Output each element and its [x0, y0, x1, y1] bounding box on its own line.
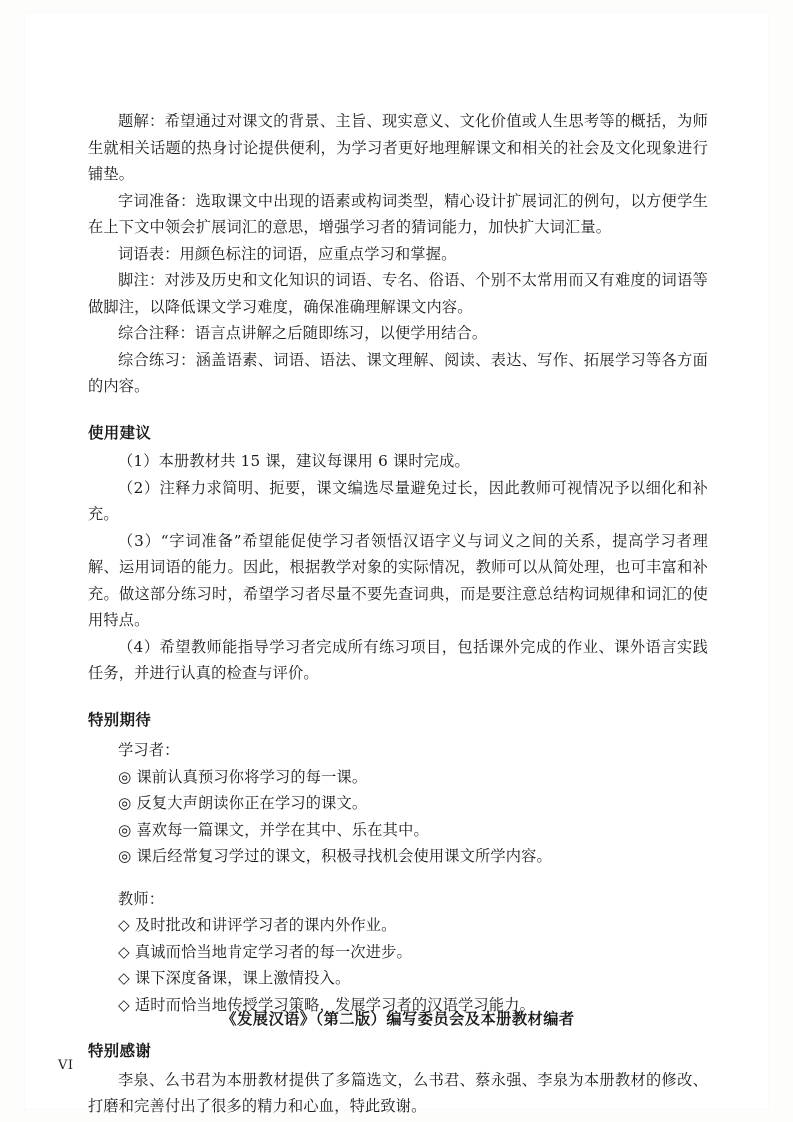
paragraph-ciyubiao: 词语表：用颜色标注的词语，应重点学习和掌握。	[118, 244, 457, 263]
learner-item-4: ◎ 课后经常复习学过的课文，积极寻找机会使用课文所学内容。	[118, 847, 552, 865]
learner-item-2: ◎ 反复大声朗读你正在学习的课文。	[118, 794, 368, 812]
teacher-item-1: ◇ 及时批改和讲评学习者的课内外作业。	[118, 916, 397, 934]
thanks-body: 李泉、么书君为本册教材提供了多篇选文，么书君、蔡永强、李泉为本册教材的修改、打磨和完善付出了很多的精力和心血，特此致谢。	[88, 1070, 708, 1115]
suggestion-item-4: （4）希望教师能指导学习者完成所有练习项目，包括课外完成的作业、课外语言实践任务，并进行认真的检查与评价。	[88, 637, 708, 682]
intro-paragraphs	[88, 108, 708, 400]
label-learner: 学习者：	[118, 741, 180, 759]
label-teacher: 教师：	[118, 889, 165, 908]
paragraph-zonghezhushi: 综合注释：语言点讲解之后随即练习，以便学用结合。	[118, 324, 488, 342]
teacher-item-2: ◇ 真诚而恰当地肯定学习者的每一次进步。	[118, 942, 412, 961]
page-content	[88, 108, 708, 1120]
paragraph-jiaozhu: 脚注：对涉及历史和文化知识的词语、专名、俗语、个别不太常用而又有难度的词语等做脚注，以降低课文学习难度，确保准确理解课文内容。	[88, 271, 708, 316]
page-number: VI	[58, 1058, 74, 1073]
learner-item-3: ◎ 喜欢每一篇课文，并学在其中、乐在其中。	[118, 820, 429, 839]
teacher-list	[88, 912, 708, 1018]
suggestion-item-2: （2）注释力求简明、扼要，课文编选尽量避免过长，因此教师可视情况予以细化和补充。	[88, 478, 708, 523]
section-title-expectations: 特别期待	[88, 710, 152, 729]
spacer	[88, 870, 708, 882]
suggestion-item-1: （1）本册教材共 15 课，建议每课用 6 课时完成。	[118, 452, 470, 470]
signature-line: 《发展汉语》（第二版）编写委员会及本册教材编者	[221, 1010, 575, 1028]
teacher-item-4: ◇ 适时而恰当地传授学习策略，发展学习者的汉语学习能力。	[118, 995, 535, 1014]
suggestion-item-3: （3）“字词准备”希望能促使学习者领悟汉语字义与词义之间的关系，提高学习者理解、运用词语的能力。因此，根据教学对象的实际情况，教师可以从简处理，也可丰富和补充。做这部分练习时，希望学习者尽量不要先查词典，而是要注意总结构词规律和词汇的使用特点。	[88, 531, 708, 629]
paragraph-zicizhunbei: 字词准备：选取课文中出现的语素或构词类型，精心设计扩展词汇的例句，以方便学生在上下文中领会扩展词汇的意思，增强学习者的猜词能力，加快扩大词汇量。	[88, 191, 708, 236]
teacher-item-3: ◇ 课下深度备课，课上激情投入。	[118, 969, 351, 987]
paragraph-tijie: 题解：希望通过对课文的背景、主旨、现实意义、文化价值或人生思考等的概括，为师生就相关话题的热身讨论提供便利，为学习者更好地理解课文和相关的社会及文化现象进行铺垫。	[88, 112, 708, 183]
learner-item-1: ◎ 课前认真预习你将学习的每一课。	[118, 767, 368, 786]
spacer	[88, 687, 708, 693]
spacer	[88, 400, 708, 406]
paragraph-zonghelianxi: 综合练习：涵盖语素、词语、语法、课文理解、阅读、表达、写作、拓展学习等各方面的内容。	[88, 350, 708, 395]
learner-list	[88, 764, 708, 870]
suggestion-list	[88, 448, 708, 687]
section-title-thanks: 特别感谢	[88, 1042, 152, 1060]
section-title-suggestions: 使用建议	[88, 423, 152, 442]
